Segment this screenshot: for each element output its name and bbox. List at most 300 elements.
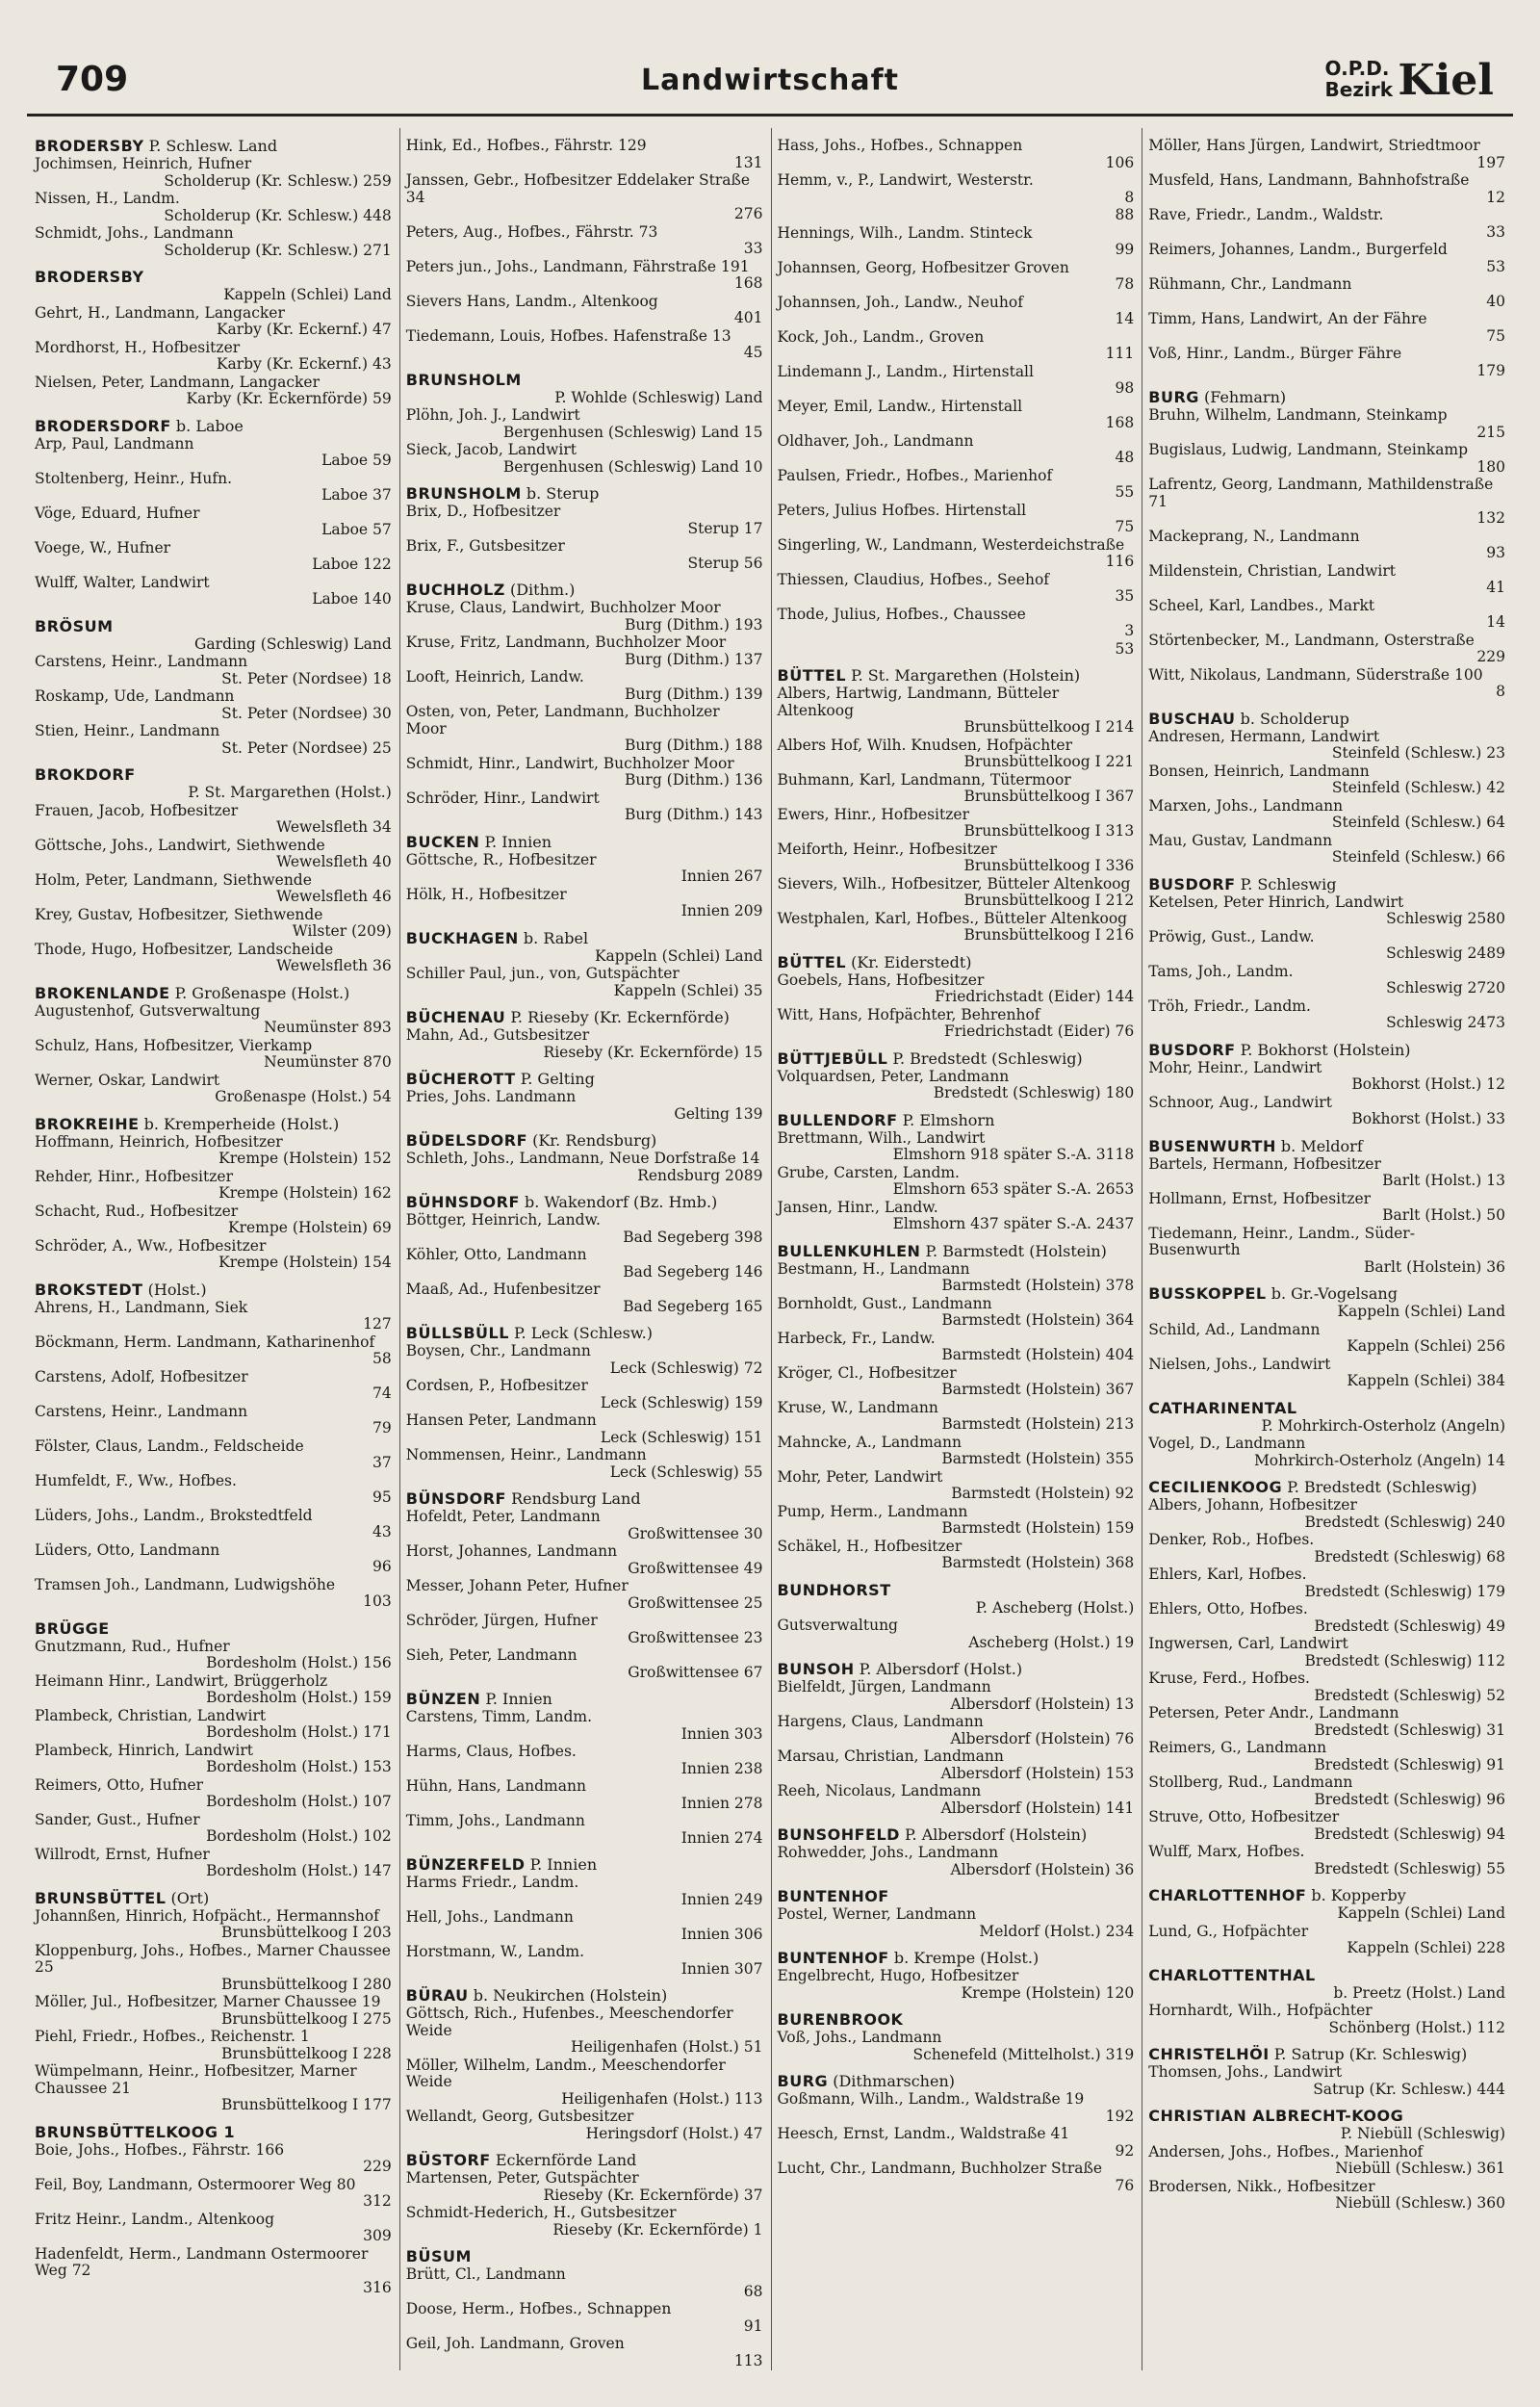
entry-name: Janssen, Gebr., Hofbesitzer Eddelaker Straße 34 — [405, 171, 751, 206]
entry-name: Jansen, Hinr., Landw. — [777, 1198, 938, 1216]
directory-entry — [778, 1714, 1135, 1747]
entry-address: Bredstedt (Schleswig) 31 — [1314, 1721, 1505, 1739]
entry-name: Martensen, Peter, Gutspächter — [405, 2169, 639, 2187]
entry-name: Schnoor, Aug., Landwirt — [1148, 1093, 1332, 1111]
entry-name: Witt, Nikolaus, Landmann, Süderstraße 100 — [1148, 665, 1483, 684]
place-section — [778, 1582, 1135, 1652]
directory-entry — [1148, 1705, 1505, 1739]
directory-entry — [1148, 1670, 1505, 1704]
place-section — [778, 667, 1135, 945]
directory-entry — [406, 172, 763, 223]
entry-address: Schönberg (Holst.) 112 — [1328, 2018, 1505, 2036]
entry-address: Gelting 139 — [674, 1104, 763, 1123]
entry-address: Scholderup (Kr. Schlesw.) 271 — [164, 241, 392, 259]
directory-entry — [778, 1331, 1135, 1364]
entry-name: Lindemann J., Landm., Hirtenstall — [777, 362, 1034, 380]
place-section — [406, 2152, 763, 2239]
entry-name: Thomsen, Johs., Landwirt — [1148, 2063, 1343, 2081]
directory-entry — [1148, 833, 1505, 867]
entry-address: Laboe 140 — [312, 590, 392, 608]
entry-address: Elmshorn 437 später S.-A. 2437 — [892, 1215, 1135, 1232]
place-suffix: P. Innien — [525, 1855, 598, 1874]
entry-name: Mahncke, A., Landmann — [777, 1433, 962, 1451]
entry-name: Wulff, Walter, Landwirt — [35, 573, 210, 591]
directory-entry — [1148, 764, 1505, 797]
entry-name: Rühmann, Chr., Landmann — [1148, 275, 1352, 293]
place-name: BUSCHAU — [1148, 709, 1236, 728]
entry-address: Kappeln (Schlei) Land — [223, 286, 392, 303]
directory-entry — [1148, 172, 1505, 206]
place-suffix: Eckernförde Land — [490, 2151, 637, 2169]
directory-entry — [35, 1508, 392, 1541]
directory-entry — [1148, 1226, 1505, 1277]
place-section — [778, 1950, 1135, 2002]
entry-name: Ewers, Hinr., Hofbesitzer — [777, 805, 969, 823]
directory-entry — [35, 2029, 392, 2062]
place-suffix: P. Innien — [479, 832, 552, 851]
entry-address: Großwittensee 49 — [628, 1559, 763, 1577]
directory-entry — [1148, 964, 1505, 997]
directory-entry — [1148, 442, 1505, 476]
place-suffix: P. Satrup (Kr. Schleswig) — [1269, 2045, 1468, 2063]
entry-name: Brettmann, Wilh., Landwirt — [777, 1128, 986, 1147]
place-suffix: b. Krempe (Holst.) — [888, 1949, 1040, 1967]
place-heading — [778, 2011, 1135, 2029]
entry-address: Bredstedt (Schleswig) 96 — [1314, 1790, 1505, 1808]
entry-name: Engelbrecht, Hugo, Hofbesitzer — [777, 1967, 1019, 1984]
entry-address: Rendsburg 2089 — [637, 1166, 763, 1184]
directory-entry — [778, 1007, 1135, 1041]
directory-entry — [778, 738, 1135, 771]
place-suffix: (Fehmarn) — [1198, 388, 1287, 406]
entry-name: Brix, D., Hofbesitzer — [405, 503, 561, 520]
entry-name: Andresen, Hermann, Landwirt — [1148, 727, 1380, 745]
entry-address: Bad Segeberg 165 — [623, 1297, 763, 1315]
entry-name: Johannsen, Joh., Landw., Neuhof — [777, 293, 1023, 311]
directory-entry — [778, 1165, 1135, 1199]
entry-name: Boysen, Chr., Landmann — [405, 1342, 591, 1359]
entry-name: Mohr, Heinr., Landwirt — [1148, 1058, 1322, 1076]
directory-entry — [35, 1943, 392, 1994]
directory-entry — [406, 1813, 763, 1847]
entry-address: Bredstedt (Schleswig) 94 — [1314, 1825, 1505, 1843]
directory-entry — [1148, 276, 1505, 310]
entry-address: Großwittensee 25 — [628, 1593, 763, 1612]
directory-entry — [35, 1708, 392, 1742]
directory-entry — [1148, 1304, 1505, 1321]
entry-address: Innien 306 — [680, 1925, 763, 1943]
place-heading — [35, 269, 392, 286]
entry-address: Bredstedt (Schleswig) 240 — [1304, 1513, 1505, 1531]
entry-name: Kock, Joh., Landm., Groven — [777, 327, 985, 346]
directory-entry — [778, 1469, 1135, 1503]
entry-name: Musfeld, Hans, Landmann, Bahnhofstraße — [1148, 171, 1470, 189]
directory-entry — [35, 1473, 392, 1507]
place-section — [35, 1620, 392, 1880]
place-heading — [406, 930, 763, 947]
place-heading — [1148, 1400, 1505, 1417]
entry-name: Schleth, Johs., Landmann, Neue Dorfstraße 14 — [405, 1150, 760, 1167]
entry-address: Karby (Kr. Eckernförde) 59 — [186, 390, 392, 407]
directory-entry — [1148, 477, 1505, 528]
place-section — [406, 1325, 763, 1481]
directory-entry — [35, 1038, 392, 1072]
entry-address: Neumünster 870 — [264, 1053, 392, 1071]
entry-name: Piehl, Friedr., Hofbes., Reichenstr. 1 — [35, 2028, 310, 2045]
place-heading — [406, 1691, 763, 1708]
place-suffix: (Ort) — [166, 1888, 210, 1907]
place-heading — [406, 1490, 763, 1508]
entry-address: Laboe 57 — [321, 521, 392, 538]
entry-address: Wewelsfleth 36 — [276, 957, 392, 974]
entry-name: Paulsen, Friedr., Hofbes., Marienhof — [777, 466, 1053, 484]
entry-address: Barmstedt (Holstein) 368 — [941, 1554, 1135, 1571]
entry-address: Barmstedt (Holstein) 213 — [941, 1415, 1135, 1433]
entry-address: Heiligenhafen (Holst.) 51 — [571, 2038, 763, 2056]
entry-name: Brix, F., Gutsbesitzer — [405, 537, 565, 555]
entry-name: Sievers, Wilh., Hofbesitzer, Bütteler Altenkoog — [777, 874, 1131, 893]
directory-entry — [778, 572, 1135, 606]
entry-name: Kloppenburg, Johs., Hofbes., Marner Chaussee 25 — [35, 1941, 391, 1976]
place-section — [778, 1888, 1135, 1940]
place-section — [406, 1009, 763, 1061]
place-heading — [1148, 1138, 1505, 1155]
entry-address: Innien 209 — [680, 902, 763, 919]
directory-entry — [35, 540, 392, 574]
entry-name: Schmidt, Johs., Landmann — [35, 224, 234, 242]
entry-address: Brunsbüttelkoog I 212 — [963, 892, 1135, 909]
directory-entry — [406, 294, 763, 327]
place-heading — [778, 954, 1135, 971]
place-heading — [406, 834, 763, 851]
place-name: BÜSTORF — [405, 2151, 491, 2169]
entry-name: Andersen, Johs., Hofbes., Marienhof — [1148, 2142, 1424, 2161]
entry-name: Lucht, Chr., Landmann, Buchholzer Straße — [777, 2160, 1103, 2177]
directory-entry — [1148, 1809, 1505, 1843]
place-name: BRODERSBY — [35, 268, 144, 286]
directory-entry — [406, 1281, 763, 1315]
entry-name: Witt, Hans, Hofpächter, Behrenhof — [777, 1005, 1040, 1023]
entry-address: Leck (Schleswig) 151 — [600, 1428, 763, 1446]
entry-name: Brodersen, Nikk., Hofbesitzer — [1148, 2177, 1375, 2195]
directory-entry — [406, 1509, 763, 1542]
directory-entry — [35, 1639, 392, 1672]
directory-entry — [778, 537, 1135, 571]
directory-entry — [1148, 138, 1505, 171]
entry-name: Harms, Claus, Hofbes. — [405, 1743, 577, 1760]
place-name: CHARLOTTENTHAL — [1148, 1965, 1316, 1984]
entry-name: Humfeldt, F., Ww., Hofbes. — [35, 1471, 237, 1489]
entry-name: Schacht, Rud., Hofbesitzer — [35, 1202, 239, 1220]
entry-address: 312 — [363, 2192, 392, 2210]
directory-entry — [406, 1212, 763, 1246]
directory-entry — [406, 966, 763, 999]
entry-name: Hollmann, Ernst, Hofbesitzer — [1148, 1189, 1372, 1207]
place-name: BÜNZERFELD — [405, 1855, 526, 1874]
entry-name: Bugislaus, Ludwig, Landmann, Steinkamp — [1148, 441, 1469, 458]
place-name: BULLENKUHLEN — [777, 1241, 921, 1260]
directory-entry — [1148, 929, 1505, 963]
directory-entry — [406, 634, 763, 668]
place-suffix: P. Rieseby (Kr. Eckernförde) — [505, 1008, 730, 1026]
place-section — [406, 582, 763, 824]
entry-address: Bordesholm (Holst.) 159 — [206, 1689, 392, 1706]
place-name: BUNTENHOF — [777, 1887, 889, 1905]
entry-address: 55 — [1115, 483, 1135, 501]
entry-address: Steinfeld (Schlesw.) 23 — [1331, 744, 1505, 762]
entry-address: 316 — [363, 2278, 392, 2296]
entry-name: Hornhardt, Wilh., Hofpächter — [1148, 2002, 1373, 2019]
entry-address: Niebüll (Schlesw.) 361 — [1335, 2160, 1505, 2177]
directory-entry — [1148, 1985, 1505, 2003]
entry-name: Goebels, Hans, Hofbesitzer — [777, 971, 985, 989]
entry-address: 88 — [1115, 206, 1135, 223]
directory-entry — [1148, 2144, 1505, 2178]
place-name: BÜHNSDORF — [405, 1193, 520, 1211]
directory-entry — [406, 948, 763, 966]
entry-address: Wewelsfleth 34 — [276, 818, 392, 836]
place-section — [1148, 2046, 1505, 2098]
entry-name: Timm, Johs., Landmann — [405, 1812, 585, 1829]
place-suffix: P. Großenaspe (Holst.) — [169, 983, 350, 1002]
place-section — [406, 2248, 763, 2369]
entry-address: Bad Segeberg 146 — [623, 1262, 763, 1281]
place-section — [778, 1243, 1135, 1572]
entry-address: Barlt (Holst.) 13 — [1382, 1172, 1505, 1189]
entry-address: 113 — [733, 2351, 763, 2369]
entry-name: Pump, Herm., Landmann — [777, 1502, 968, 1520]
directory-entry — [35, 2142, 392, 2176]
place-heading — [406, 1071, 763, 1088]
directory-entry — [406, 138, 763, 171]
entry-address: Innien 238 — [680, 1759, 763, 1777]
directory-entry — [1148, 563, 1505, 597]
place-name: BROKDORF — [35, 765, 136, 784]
place-heading — [778, 1582, 1135, 1599]
directory-entry — [778, 2161, 1135, 2194]
entry-address: Burg (Dithm.) 136 — [625, 771, 763, 789]
place-name: CHRISTIAN ALBRECHT-KOOG — [1148, 2107, 1404, 2125]
place-heading — [1148, 1479, 1505, 1496]
place-name: BRUNSHOLM — [405, 370, 522, 389]
entry-address: Elmshorn 918 später S.-A. 3118 — [892, 1146, 1135, 1163]
entry-name: Bielfeldt, Jürgen, Landmann — [777, 1678, 991, 1695]
directory-entry — [1148, 242, 1505, 275]
entry-name: Hofeldt, Peter, Landmann — [405, 1508, 601, 1525]
directory-entry — [406, 887, 763, 920]
directory-entry — [35, 907, 392, 941]
entry-address: Brunsbüttelkoog I 216 — [963, 926, 1135, 944]
place-name: BRÖSUM — [35, 616, 114, 635]
directory-entry — [778, 2030, 1135, 2063]
directory-entry — [1148, 2179, 1505, 2213]
directory-entry — [35, 636, 392, 654]
directory-entry — [406, 1778, 763, 1812]
entry-address: 37 — [372, 1454, 392, 1471]
entry-name: Plambeck, Christian, Landwirt — [35, 1706, 267, 1724]
place-suffix: b. Sterup — [521, 484, 600, 503]
place-suffix: (Dithm.) — [504, 581, 576, 599]
directory-entry — [778, 364, 1135, 398]
directory-entry — [1148, 1191, 1505, 1225]
directory-entry — [406, 1089, 763, 1123]
entry-address: Burg (Dithm.) 188 — [625, 737, 763, 754]
directory-entry — [1148, 1844, 1505, 1877]
entry-name: Plöhn, Joh. J., Landwirt — [405, 406, 580, 424]
directory-entry — [35, 838, 392, 871]
entry-address: 103 — [363, 1592, 392, 1610]
entry-name: Möller, Wilhelm, Landm., Meeschendorfer Weide — [405, 2056, 726, 2090]
entry-name: Voege, W., Hufner — [35, 538, 171, 556]
opd-abbrev: O.P.D. — [1324, 57, 1390, 80]
directory-entry — [35, 1994, 392, 2028]
entry-name: Johannsen, Georg, Hofbesitzer Groven — [777, 258, 1069, 276]
entry-address: Bordesholm (Holst.) 147 — [206, 1862, 392, 1879]
entry-address: Bredstedt (Schleswig) 52 — [1314, 1686, 1505, 1704]
entry-address: 75 — [1115, 518, 1135, 535]
entry-address: Leck (Schleswig) 55 — [609, 1462, 763, 1481]
place-section — [406, 372, 763, 477]
entry-name: Rave, Friedr., Landm., Waldstr. — [1148, 206, 1384, 223]
directory-entry — [778, 641, 1135, 659]
entry-address: 12 — [1486, 188, 1505, 206]
place-name: BÜDELSDORF — [405, 1131, 527, 1150]
entry-name: Hell, Johs., Landmann — [405, 1908, 574, 1926]
entry-address: Neumünster 893 — [264, 1019, 392, 1036]
directory-entry — [778, 1200, 1135, 1233]
place-suffix: (Dithmarschen) — [828, 2072, 955, 2090]
column-4 — [1142, 128, 1505, 2370]
directory-entry — [35, 1812, 392, 1846]
directory-entry — [778, 1845, 1135, 1878]
directory-entry — [778, 686, 1135, 737]
directory-entry — [35, 2063, 392, 2114]
entry-name: Möller, Jul., Hofbesitzer, Marner Chaussee 19 — [35, 1993, 381, 2010]
directory-entry — [406, 1709, 763, 1743]
directory-entry — [406, 1909, 763, 1943]
directory-entry — [406, 1944, 763, 1978]
place-heading — [35, 1620, 392, 1638]
entry-name: Thiessen, Claudius, Hofbes., Seehof — [777, 570, 1050, 588]
entry-address: Ascheberg (Holst.) 19 — [968, 1633, 1135, 1651]
entry-address: Elmshorn 653 später S.-A. 2653 — [892, 1180, 1135, 1198]
place-heading — [406, 2248, 763, 2265]
entry-address: Steinfeld (Schlesw.) 66 — [1331, 848, 1505, 866]
place-name: BÜCHENAU — [405, 1008, 506, 1026]
place-heading — [1148, 2108, 1505, 2125]
entry-name: Lafrentz, Georg, Landmann, Mathildenstraße 71 — [1148, 476, 1494, 510]
place-suffix: P. Elmshorn — [897, 1110, 995, 1129]
place-section — [778, 1112, 1135, 1233]
place-heading — [35, 766, 392, 784]
entry-address: Schleswig 2720 — [1386, 979, 1505, 996]
entry-address: Laboe 122 — [312, 556, 392, 573]
entry-address: Kappeln (Schlei) Land — [594, 946, 763, 965]
entry-address: 229 — [363, 2158, 392, 2175]
entry-address: Leck (Schleswig) 159 — [600, 1393, 763, 1411]
directory-entry — [1148, 633, 1505, 666]
entry-name: Schröder, Hinr., Landwirt — [405, 789, 600, 807]
directory-entry — [778, 225, 1135, 259]
entry-name: Plambeck, Hinrich, Landwirt — [35, 1741, 253, 1759]
entry-name: Albers Hof, Wilh. Knudsen, Hofpächter — [777, 736, 1072, 754]
entry-address: Kappeln (Schlei) 256 — [1347, 1337, 1505, 1355]
entry-address: Bordesholm (Holst.) 107 — [206, 1793, 392, 1810]
directory-entry — [406, 704, 763, 755]
entry-address: St. Peter (Nordsee) 25 — [221, 738, 392, 757]
entry-address: Barmstedt (Holstein) 404 — [941, 1346, 1135, 1363]
entry-name: Nissen, H., Landm. — [35, 190, 180, 207]
entry-name: Rehder, Hinr., Hofbesitzer — [35, 1167, 233, 1185]
entry-address: Schleswig 2580 — [1386, 910, 1505, 927]
directory-entry — [35, 505, 392, 539]
place-name: BRODERSDORF — [35, 416, 171, 435]
place-section — [35, 1281, 392, 1611]
entry-name: Stollberg, Rud., Landmann — [1148, 1773, 1353, 1791]
entry-address: Bredstedt (Schleswig) 49 — [1314, 1617, 1505, 1635]
directory-entry — [1148, 529, 1505, 562]
place-section — [1148, 1400, 1505, 1470]
entry-address: Innien 267 — [680, 867, 763, 885]
place-section — [1148, 389, 1505, 701]
entry-address: Bredstedt (Schleswig) 180 — [933, 1084, 1135, 1101]
place-heading — [1148, 1042, 1505, 1059]
directory-entry — [1148, 1924, 1505, 1957]
entry-name: Lund, G., Hofpächter — [1148, 1922, 1309, 1940]
place-section — [1148, 876, 1505, 1032]
place-suffix: (Holst.) — [142, 1280, 207, 1299]
place-heading — [35, 418, 392, 435]
entry-name: Cordsen, P., Hofbesitzer — [405, 1377, 588, 1394]
entry-name: Schröder, A., Ww., Hofbesitzer — [35, 1236, 267, 1255]
directory-entry — [35, 1334, 392, 1368]
entry-name: Möller, Hans Jürgen, Landwirt, Striedtmoor — [1148, 137, 1480, 154]
directory-entry — [778, 1296, 1135, 1330]
entry-name: Mildenstein, Christian, Landwirt — [1148, 561, 1396, 580]
entry-address: St. Peter (Nordsee) 30 — [221, 704, 392, 722]
entry-name: Looft, Heinrich, Landw. — [405, 668, 584, 686]
entry-name: Volquardsen, Peter, Landmann — [777, 1067, 1010, 1085]
entry-address: Brunsbüttelkoog I 177 — [220, 2096, 392, 2113]
directory-entry — [35, 688, 392, 722]
directory-entry — [406, 1447, 763, 1481]
directory-entry — [406, 442, 763, 476]
entry-name: Sievers Hans, Landm., Altenkoog — [405, 292, 658, 310]
entry-name: Horstmann, W., Landm. — [405, 1943, 585, 1960]
entry-name: Tiedemann, Heinr., Landm., Süder-Busenwurth — [1148, 1224, 1415, 1258]
directory-entry — [778, 841, 1135, 875]
entry-name: Augustenhof, Gutsverwaltung — [35, 1001, 261, 1020]
place-heading — [406, 372, 763, 389]
directory-entry — [778, 1504, 1135, 1538]
place-heading — [35, 618, 392, 635]
place-name: BROKREIHE — [35, 1114, 140, 1133]
place-name: BÜRAU — [405, 1986, 469, 2005]
entry-address: Krempe (Holstein) 120 — [961, 1983, 1135, 2002]
place-heading — [406, 2152, 763, 2169]
directory-entry — [778, 1539, 1135, 1572]
directory-entry — [406, 1247, 763, 1281]
entry-name: Oldhaver, Joh., Landmann — [777, 431, 974, 450]
directory-entry — [35, 1743, 392, 1776]
directory-entry — [778, 207, 1135, 224]
directory-entry — [778, 1400, 1135, 1434]
entry-name: Heesch, Ernst, Landm., Waldstraße 41 — [777, 2125, 1070, 2142]
directory-entry — [778, 503, 1135, 536]
directory-entry — [778, 329, 1135, 363]
directory-entry — [35, 2177, 392, 2211]
entry-address: Bordesholm (Holst.) 102 — [206, 1827, 392, 1845]
